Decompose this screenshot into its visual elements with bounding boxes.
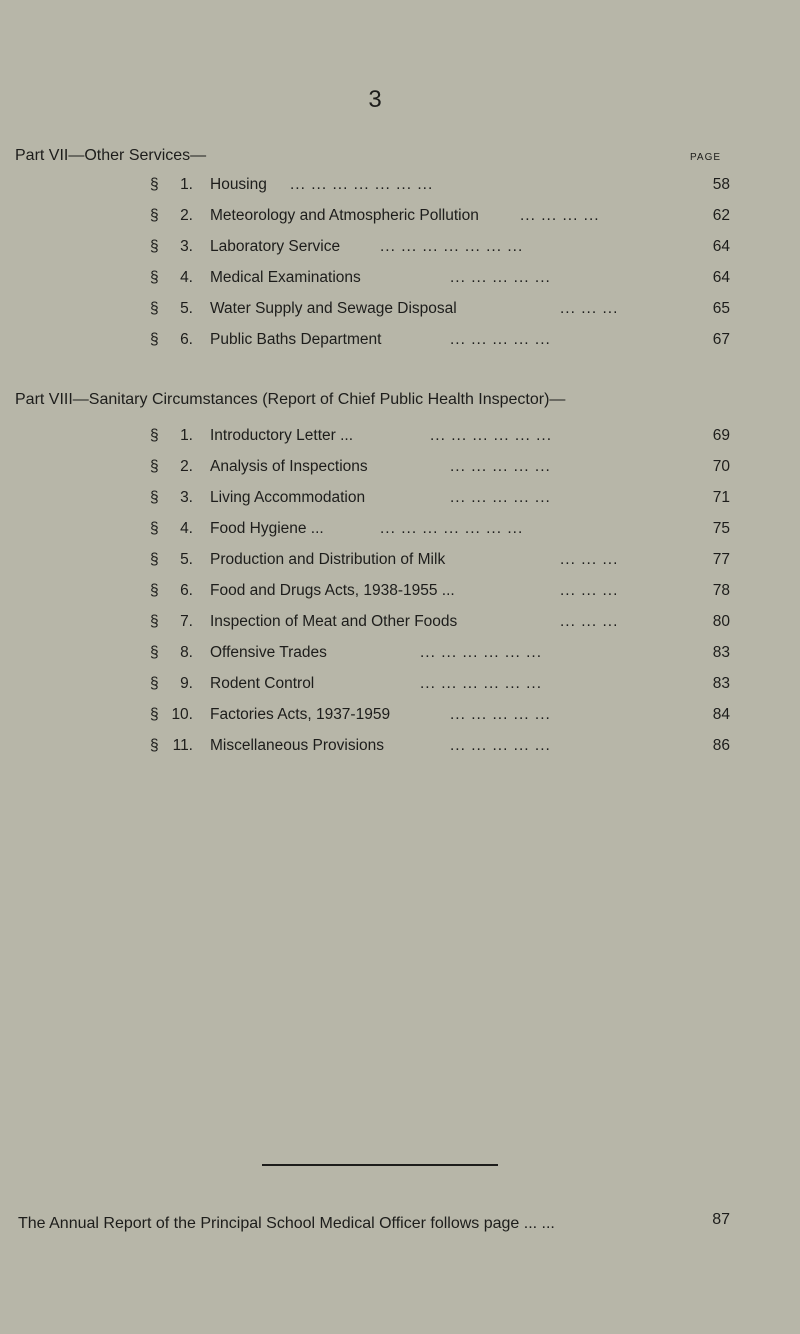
entry-title: Inspection of Meat and Other Foods [210, 613, 458, 630]
section-sign: § [150, 427, 159, 444]
dot-leader: ... ... ... ... ... [450, 489, 551, 506]
section-sign: § [150, 300, 159, 317]
entry-page: 70 [712, 458, 730, 475]
dot-leader: ... ... ... ... ... [450, 737, 551, 754]
entry-title: Food Hygiene ... [210, 520, 324, 537]
section-sign: § [150, 176, 159, 193]
entry-title: Introductory Letter ... [210, 427, 354, 444]
toc-entry-living-accommodation [0, 489, 800, 509]
entry-title: Miscellaneous Provisions [210, 737, 385, 754]
entry-page: 62 [712, 207, 730, 224]
entry-page: 80 [712, 613, 730, 630]
toc-entry-food-hygiene [0, 520, 800, 540]
section-sign: § [150, 582, 159, 599]
toc-entry-inspection-of-meat [0, 613, 800, 633]
dot-leader: ... ... ... [560, 582, 619, 599]
entry-title: Water Supply and Sewage Disposal [210, 300, 457, 317]
entry-page: 58 [712, 176, 730, 193]
dot-leader: ... ... ... ... ... [450, 706, 551, 723]
toc-entry-meteorology [0, 207, 800, 227]
section-sign: § [150, 706, 159, 723]
entry-page: 86 [712, 737, 730, 754]
page-number: 3 [368, 86, 382, 113]
entry-number: 6. [180, 582, 193, 599]
section-sign: § [150, 551, 159, 568]
separator-rule [262, 1164, 498, 1166]
section-sign: § [150, 458, 159, 475]
entry-number: 2. [180, 458, 193, 475]
entry-page: 77 [712, 551, 730, 568]
entry-title: Production and Distribution of Milk [210, 551, 446, 568]
section-sign: § [150, 613, 159, 630]
toc-entry-analysis-of-inspections [0, 458, 800, 478]
entry-page: 83 [712, 675, 730, 692]
section-sign: § [150, 331, 159, 348]
section-sign: § [150, 675, 159, 692]
entry-title: Factories Acts, 1937-1959 [210, 706, 391, 723]
entry-page: 69 [712, 427, 730, 444]
dot-leader: ... ... ... ... ... [450, 269, 551, 286]
entry-page: 65 [712, 300, 730, 317]
page-column-label: PAGE [690, 152, 722, 163]
dot-leader: ... ... ... [560, 300, 619, 317]
dot-leader: ... ... ... ... ... ... [420, 644, 543, 661]
entry-title: Housing [210, 176, 267, 193]
part-vii-heading: Part VII—Other Services— [15, 147, 207, 164]
entry-title: Living Accommodation [210, 489, 366, 506]
dot-leader: ... ... ... [560, 551, 619, 568]
entry-page: 83 [712, 644, 730, 661]
footer-page: 87 [712, 1211, 730, 1228]
footer-note: The Annual Report of the Principal School Medical Officer follows page ... ... [18, 1215, 555, 1232]
entry-page: 78 [712, 582, 730, 599]
entry-number: 5. [180, 551, 193, 568]
entry-number: 4. [180, 269, 193, 286]
section-sign: § [150, 520, 159, 537]
section-sign: § [150, 644, 159, 661]
dot-leader: ... ... ... ... ... ... ... [380, 520, 524, 537]
section-sign: § [150, 489, 159, 506]
toc-entry-factories-acts [0, 706, 800, 726]
dot-leader: ... ... ... ... [520, 207, 600, 224]
toc-entry-rodent-control [0, 675, 800, 695]
entry-page: 71 [712, 489, 730, 506]
entry-page: 64 [712, 238, 730, 255]
entry-page: 75 [712, 520, 730, 537]
toc-entry-laboratory [0, 238, 800, 258]
toc-entry-water-supply [0, 300, 800, 320]
entry-title: Laboratory Service [210, 238, 341, 255]
toc-entry-offensive-trades [0, 644, 800, 664]
entry-number: 5. [180, 300, 193, 317]
dot-leader: ... ... ... ... ... ... ... [380, 238, 524, 255]
entry-number: 9. [180, 675, 193, 692]
entry-title: Food and Drugs Acts, 1938-1955 ... [210, 582, 455, 599]
section-sign: § [150, 737, 159, 754]
entry-number: 3. [180, 238, 193, 255]
entry-page: 64 [712, 269, 730, 286]
dot-leader: ... ... ... ... ... ... [420, 675, 543, 692]
toc-entry-food-and-drugs-acts [0, 582, 800, 602]
entry-number: 6. [180, 331, 193, 348]
entry-number: 11. [172, 737, 193, 754]
entry-number: 3. [180, 489, 193, 506]
section-sign: § [150, 269, 159, 286]
dot-leader: ... ... ... [560, 613, 619, 630]
entry-page: 67 [712, 331, 730, 348]
entry-number: 7. [180, 613, 193, 630]
entry-title: Public Baths Department [210, 331, 382, 348]
entry-title: Offensive Trades [210, 644, 327, 661]
toc-entry-production-of-milk [0, 551, 800, 571]
entry-title: Analysis of Inspections [210, 458, 368, 475]
entry-number: 1. [180, 427, 193, 444]
toc-entry-miscellaneous-provisions [0, 737, 800, 757]
entry-number: 10. [171, 706, 193, 723]
dot-leader: ... ... ... ... ... [450, 331, 551, 348]
entry-number: 8. [180, 644, 193, 661]
toc-entry-public-baths [0, 331, 800, 351]
dot-leader: ... ... ... ... ... ... [430, 427, 553, 444]
toc-entry-medical-examinations [0, 269, 800, 289]
toc-entry-housing [0, 176, 800, 196]
toc-entry-introductory-letter [0, 427, 800, 447]
entry-title: Meteorology and Atmospheric Pollution [210, 207, 479, 224]
entry-number: 1. [180, 176, 193, 193]
section-sign: § [150, 207, 159, 224]
dot-leader: ... ... ... ... ... [450, 458, 551, 475]
entry-page: 84 [712, 706, 730, 723]
entry-title: Medical Examinations [210, 269, 361, 286]
entry-number: 2. [180, 207, 193, 224]
entry-number: 4. [180, 520, 193, 537]
section-sign: § [150, 238, 159, 255]
entry-title: Rodent Control [210, 675, 315, 692]
part-viii-heading: Part VIII—Sanitary Circumstances (Report of Chief Public Health Inspector)— [15, 391, 566, 408]
dot-leader: ... ... ... ... ... ... ... [290, 176, 434, 193]
